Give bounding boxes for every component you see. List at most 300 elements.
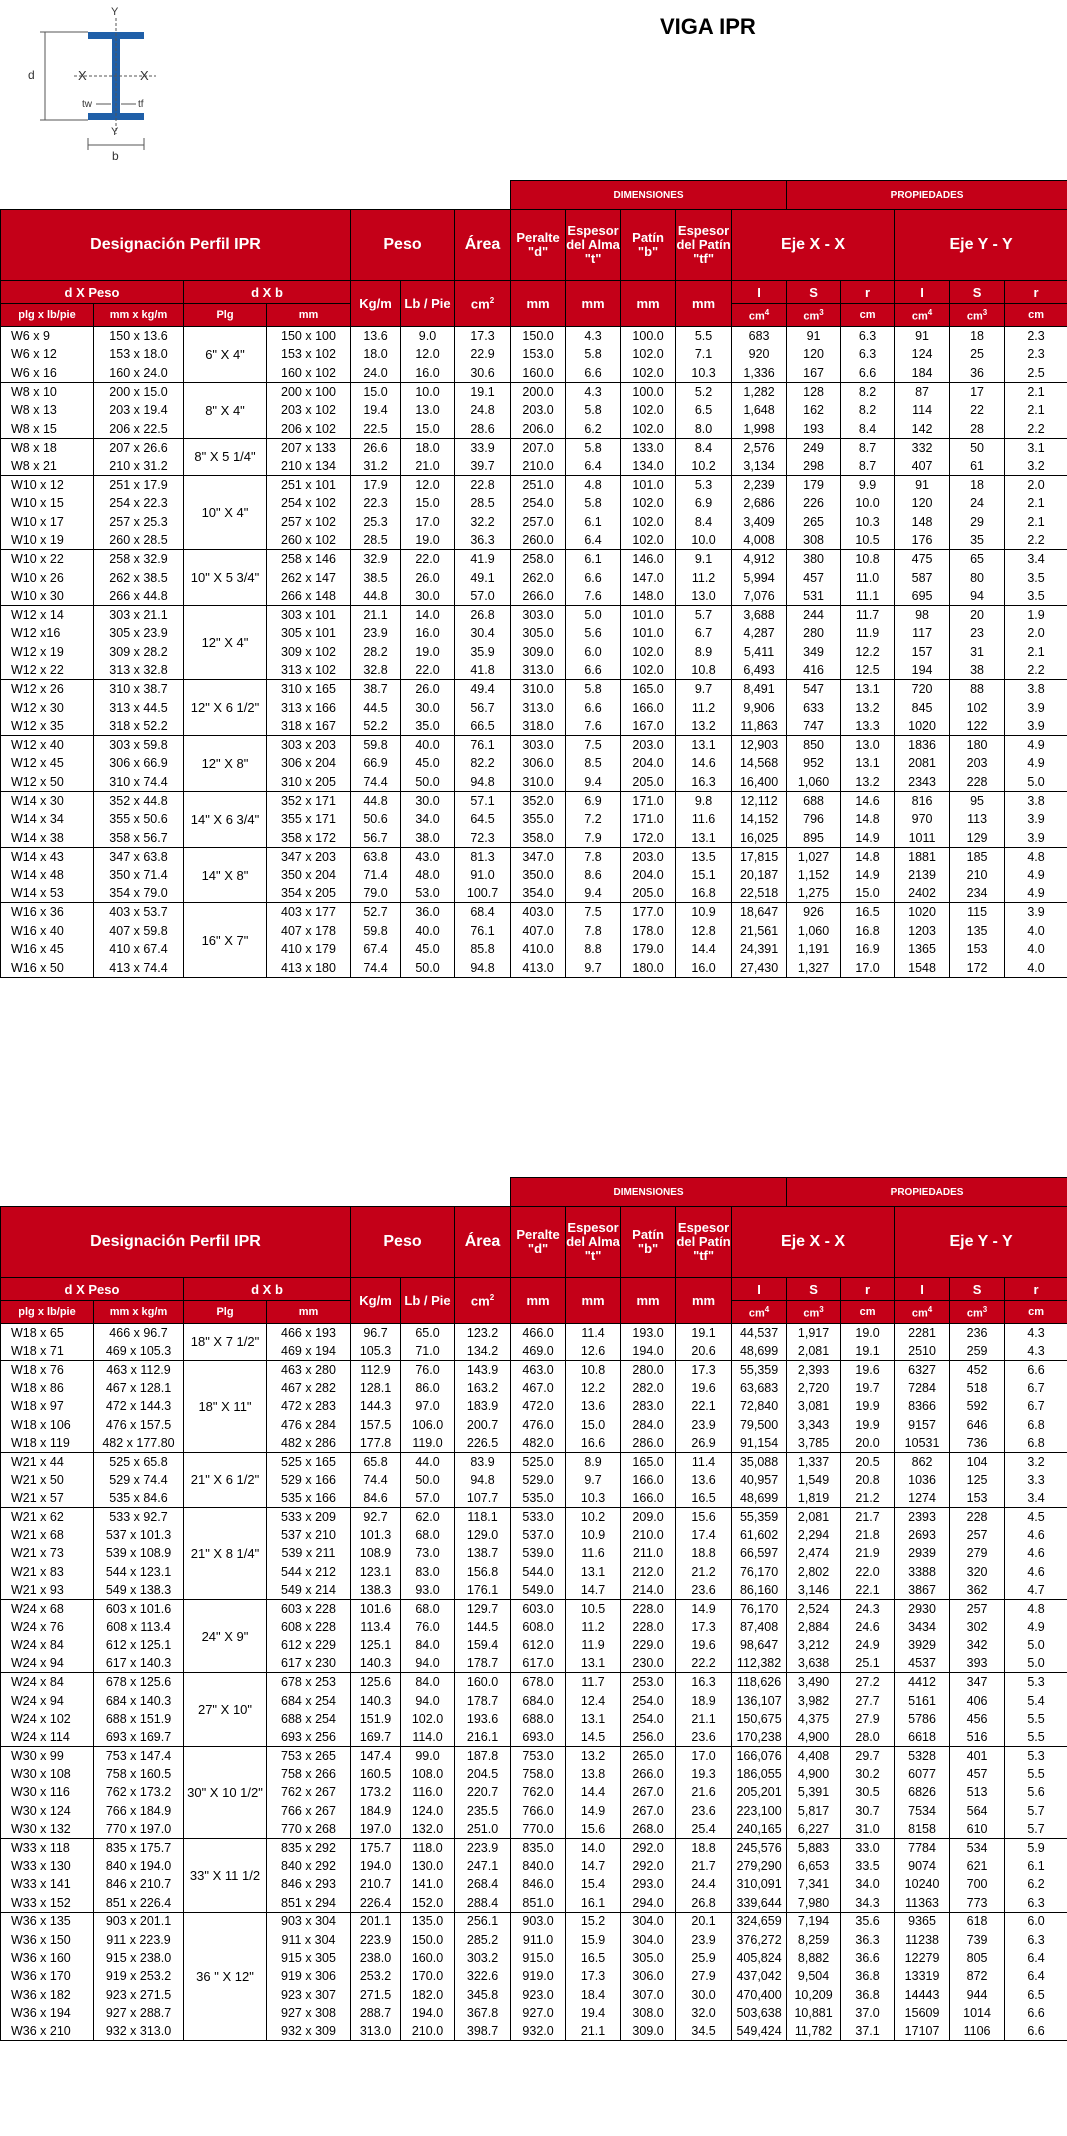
table-cell: 254 x 22.3	[94, 494, 184, 513]
table-row	[1, 773, 1067, 792]
table-cell: 235.5	[455, 1802, 511, 1820]
table-cell: 34.0	[401, 810, 455, 829]
table-cell: 76.1	[455, 736, 511, 755]
table-row	[1, 1710, 1067, 1728]
table-cell: 156.8	[455, 1563, 511, 1581]
table-cell: 180	[950, 736, 1005, 755]
diagram-label-d: d	[28, 68, 35, 82]
table-cell: 20.6	[676, 1342, 732, 1360]
dxpeso-header: d X Peso	[1, 281, 184, 304]
table-cell: 6.6	[841, 364, 895, 383]
table-cell: 678.0	[511, 1673, 566, 1691]
table-cell: 124.0	[401, 1802, 455, 1820]
table-cell: W12 x16	[1, 624, 94, 643]
table-cell: 257.0	[511, 512, 566, 531]
table-cell: 14.6	[676, 754, 732, 773]
plgxlb-header: plg x lb/pie	[1, 304, 94, 327]
table-cell: 16.8	[676, 884, 732, 903]
table-cell: 251.0	[455, 1820, 511, 1838]
table-cell: 684.0	[511, 1691, 566, 1709]
table-cell: W33 x 118	[1, 1838, 94, 1856]
area-unit: $cm^2$	[455, 281, 511, 327]
table-cell: 129.0	[455, 1526, 511, 1544]
peralte-unit: mm	[511, 281, 566, 327]
table-cell: 6.7	[1005, 1379, 1067, 1397]
table-cell: 927 x 288.7	[94, 2004, 184, 2022]
table-cell: 19.0	[401, 643, 455, 662]
table-cell: 33.0	[841, 1838, 895, 1856]
table-cell: 253.2	[351, 1967, 401, 1985]
eje-x-header: Eje X - X	[732, 1207, 895, 1278]
table-cell: 115	[950, 903, 1005, 922]
table-cell: 153 x 102	[267, 345, 351, 364]
table-cell: 105.3	[351, 1342, 401, 1360]
table-cell: 21.7	[841, 1507, 895, 1525]
table-cell: 66,597	[732, 1544, 787, 1562]
table-cell: 13.1	[566, 1563, 621, 1581]
table-cell: 535 x 166	[267, 1489, 351, 1507]
table-cell: 144.3	[351, 1397, 401, 1415]
table-cell: 257 x 102	[267, 512, 351, 531]
table-cell: 307.0	[621, 1986, 676, 2004]
espesor-patin-unit: mm	[676, 281, 732, 327]
table-cell: 6.8	[1005, 1415, 1067, 1433]
table-cell: 98	[895, 605, 950, 624]
table-cell: 129.7	[455, 1599, 511, 1617]
table-cell: 283.0	[621, 1397, 676, 1415]
table-cell: W24 x 76	[1, 1618, 94, 1636]
table-cell: 21.1	[676, 1710, 732, 1728]
table-cell: 352.0	[511, 791, 566, 810]
table-cell: 19.1	[455, 382, 511, 401]
table-cell: 142	[895, 419, 950, 438]
table-cell: 35,088	[732, 1452, 787, 1470]
table-cell: W36 x 170	[1, 1967, 94, 1985]
table-cell: 17107	[895, 2022, 950, 2040]
table-cell: 13.6	[351, 327, 401, 346]
table-cell: 406	[950, 1691, 1005, 1709]
table-cell: 4,408	[787, 1746, 841, 1764]
table-cell: 26.0	[401, 680, 455, 699]
alma-unit: mm	[566, 1278, 621, 1324]
table-cell: 2.2	[1005, 419, 1067, 438]
table-cell: 44.0	[401, 1452, 455, 1470]
table-cell: 157.5	[351, 1415, 401, 1433]
table-cell: 305 x 101	[267, 624, 351, 643]
table-cell: W10 x 17	[1, 512, 94, 531]
table-cell: 621	[950, 1857, 1005, 1875]
table-cell: 835.0	[511, 1838, 566, 1856]
table-cell: W12 x 40	[1, 736, 94, 755]
table-cell: 11,782	[787, 2022, 841, 2040]
table-cell: 22	[950, 401, 1005, 420]
table-cell: 257	[950, 1526, 1005, 1544]
table-cell: 693 x 169.7	[94, 1728, 184, 1746]
table-cell: 10240	[895, 1875, 950, 1893]
table-cell: 21.8	[841, 1526, 895, 1544]
table-cell: 308.0	[621, 2004, 676, 2022]
table-cell: 5786	[895, 1710, 950, 1728]
table-cell: 19.0	[841, 1324, 895, 1342]
table-cell: 24	[950, 494, 1005, 513]
table-cell: W24 x 102	[1, 1710, 94, 1728]
table-cell: 14.6	[841, 791, 895, 810]
table-cell: 9.7	[676, 680, 732, 699]
table-cell: 172.0	[621, 829, 676, 848]
table-cell: 10.5	[841, 531, 895, 550]
table-cell: 476 x 157.5	[94, 1415, 184, 1433]
table-cell: 24.8	[455, 401, 511, 420]
table-cell: 30.0	[401, 698, 455, 717]
table-cell: W8 x 13	[1, 401, 94, 420]
table-cell: 10.3	[676, 364, 732, 383]
table-cell: 31.0	[841, 1820, 895, 1838]
table-cell: 44.5	[351, 698, 401, 717]
lbpie-header: Lb / Pie	[401, 281, 455, 327]
table-cell: 13319	[895, 1967, 950, 1985]
table-cell: 41.8	[455, 661, 511, 680]
table-cell: 2.1	[1005, 512, 1067, 531]
table-cell: 19.4	[351, 401, 401, 420]
table-cell: 25.4	[676, 1820, 732, 1838]
table-cell: W16 x 50	[1, 959, 94, 978]
table-cell: 22.3	[351, 494, 401, 513]
table-cell: 152.0	[401, 1894, 455, 1912]
table-cell: 7,341	[787, 1875, 841, 1893]
table-cell: 688 x 254	[267, 1710, 351, 1728]
table-cell: 8.4	[676, 438, 732, 457]
table-cell: 770 x 197.0	[94, 1820, 184, 1838]
nominal-size-cell: 18" X 11"	[184, 1360, 267, 1452]
table-cell: 120	[787, 345, 841, 364]
table-cell: 19.3	[676, 1765, 732, 1783]
table-cell: 6.3	[1005, 1930, 1067, 1948]
table-cell: 306.0	[511, 754, 566, 773]
table-cell: 57.0	[455, 587, 511, 606]
table-row	[1, 550, 1067, 569]
table-cell: 9365	[895, 1912, 950, 1930]
nominal-size-cell: 12" X 6 1/2"	[184, 680, 267, 736]
table-cell: 36.0	[401, 903, 455, 922]
table-row	[1, 457, 1067, 476]
table-cell: 114.0	[401, 1728, 455, 1746]
table-cell: 2,686	[732, 494, 787, 513]
table-cell: 79.0	[351, 884, 401, 903]
table-cell: 171.0	[621, 791, 676, 810]
table-cell: 846 x 293	[267, 1875, 351, 1893]
table-cell: 503,638	[732, 2004, 787, 2022]
table-cell: 952	[787, 754, 841, 773]
table-cell: W18 x 86	[1, 1379, 94, 1397]
table-cell: 185	[950, 847, 1005, 866]
table-cell: 332	[895, 438, 950, 457]
table-cell: 2510	[895, 1342, 950, 1360]
table-cell: 15.6	[676, 1507, 732, 1525]
table-cell: 16.6	[566, 1434, 621, 1452]
table-cell: 260 x 28.5	[94, 531, 184, 550]
table-cell: 3,785	[787, 1434, 841, 1452]
table-cell: 695	[895, 587, 950, 606]
table-cell: 2139	[895, 866, 950, 885]
dxpeso-header: d X Peso	[1, 1278, 184, 1301]
table-cell: 355 x 171	[267, 810, 351, 829]
sx-unit: $cm^3$	[787, 304, 841, 327]
nominal-size-cell: 10" X 5 3/4"	[184, 550, 267, 606]
table-cell: 134.2	[455, 1342, 511, 1360]
table-cell: 24.4	[676, 1875, 732, 1893]
table-cell: W18 x 119	[1, 1434, 94, 1452]
table-cell: 35	[950, 531, 1005, 550]
table-cell: 846.0	[511, 1875, 566, 1893]
table-cell: 3.9	[1005, 698, 1067, 717]
table-cell: 15609	[895, 2004, 950, 2022]
table-cell: 194.0	[351, 1857, 401, 1875]
table-cell: 758.0	[511, 1765, 566, 1783]
table-cell: 1,027	[787, 847, 841, 866]
table-cell: 5328	[895, 1746, 950, 1764]
table-cell: W36 x 194	[1, 2004, 94, 2022]
table-cell: 5.6	[566, 624, 621, 643]
mmxkg-header: mm x kg/m	[94, 1301, 184, 1324]
table-cell: 646	[950, 1415, 1005, 1433]
table-cell: 14.4	[566, 1783, 621, 1801]
table-cell: 55,359	[732, 1507, 787, 1525]
table-cell: 3,490	[787, 1673, 841, 1691]
table-cell: 19.6	[841, 1360, 895, 1378]
table-cell: 539.0	[511, 1544, 566, 1562]
table-cell: 12.4	[566, 1691, 621, 1709]
table-cell: 194	[895, 661, 950, 680]
table-cell: 52.2	[351, 717, 401, 736]
table-cell: 254 x 102	[267, 494, 351, 513]
table-cell: 16.3	[676, 773, 732, 792]
table-cell: W10 x 30	[1, 587, 94, 606]
diagram-label-b: b	[112, 149, 119, 163]
table-cell: 10.0	[401, 382, 455, 401]
table-cell: 549 x 214	[267, 1581, 351, 1599]
table-cell: 292.0	[621, 1838, 676, 1856]
table-cell: 14.9	[676, 1599, 732, 1617]
table-cell: 118,626	[732, 1673, 787, 1691]
table-cell: 65	[950, 550, 1005, 569]
table-cell: 1,337	[787, 1452, 841, 1470]
table-cell: 1.9	[1005, 605, 1067, 624]
sy-header: S	[950, 281, 1005, 304]
table-cell: 34.3	[841, 1894, 895, 1912]
mm-header: mm	[267, 304, 351, 327]
table-cell: 5.5	[676, 327, 732, 346]
table-cell: 13.2	[841, 698, 895, 717]
table-cell: 10.2	[566, 1507, 621, 1525]
table-cell: W8 x 21	[1, 457, 94, 476]
table-cell: 265.0	[621, 1746, 676, 1764]
table-cell: 1,998	[732, 419, 787, 438]
table-cell: 4537	[895, 1655, 950, 1673]
table-cell: 10.8	[676, 661, 732, 680]
table-cell: 8.4	[841, 419, 895, 438]
table-cell: W21 x 50	[1, 1471, 94, 1489]
table-cell: W18 x 76	[1, 1360, 94, 1378]
table-cell: 11,863	[732, 717, 787, 736]
ix-unit: $cm^4$	[732, 304, 787, 327]
table-cell: 160.0	[455, 1673, 511, 1691]
table-cell: 153.0	[511, 345, 566, 364]
table-cell: 531	[787, 587, 841, 606]
diagram-label-tf: tf	[138, 99, 144, 110]
table-cell: 15.9	[566, 1930, 621, 1948]
table-cell: 87,408	[732, 1618, 787, 1636]
table-cell: 11.4	[566, 1324, 621, 1342]
table-cell: 166.0	[621, 698, 676, 717]
mm-header: mm	[267, 1301, 351, 1324]
table-cell: 4,008	[732, 531, 787, 550]
table-row	[1, 1636, 1067, 1654]
table-cell: 21.0	[401, 457, 455, 476]
table-cell: 27.2	[841, 1673, 895, 1691]
table-cell: 175.7	[351, 1838, 401, 1856]
sx-header: S	[787, 1278, 841, 1301]
table-cell: 122	[950, 717, 1005, 736]
table-row	[1, 1894, 1067, 1912]
table-cell: 758 x 266	[267, 1765, 351, 1783]
table-cell: 4,900	[787, 1728, 841, 1746]
table-cell: 266 x 148	[267, 587, 351, 606]
table-cell: W14 x 43	[1, 847, 94, 866]
table-cell: 3,638	[787, 1655, 841, 1673]
table-cell: 140.3	[351, 1655, 401, 1673]
table-row	[1, 1581, 1067, 1599]
table-cell: 260 x 102	[267, 531, 351, 550]
table-cell: 50.0	[401, 773, 455, 792]
table-cell: 747	[787, 717, 841, 736]
table-row	[1, 1912, 1067, 1930]
table-cell: 463 x 280	[267, 1360, 351, 1378]
table-cell: 1,060	[787, 773, 841, 792]
table-cell: 7.8	[566, 847, 621, 866]
table-cell: 76.1	[455, 922, 511, 941]
table-row	[1, 643, 1067, 662]
table-cell: 76,170	[732, 1563, 787, 1581]
table-cell: 2.1	[1005, 382, 1067, 401]
table-cell: 68.4	[455, 903, 511, 922]
table-cell: 102.0	[621, 661, 676, 680]
table-cell: 258 x 146	[267, 550, 351, 569]
table-cell: 147.0	[621, 568, 676, 587]
table-cell: 203 x 102	[267, 401, 351, 420]
table-row	[1, 419, 1067, 438]
table-cell: W36 x 210	[1, 2022, 94, 2040]
table-cell: 5,411	[732, 643, 787, 662]
table-cell: W18 x 65	[1, 1324, 94, 1342]
table-row	[1, 512, 1067, 531]
table-cell: 12.6	[566, 1342, 621, 1360]
plg-header: Plg	[184, 304, 267, 327]
table-cell: W14 x 30	[1, 791, 94, 810]
iy-unit: $cm^4$	[895, 304, 950, 327]
nominal-size-cell: 21" X 8 1/4"	[184, 1507, 267, 1599]
table-cell: W21 x 44	[1, 1452, 94, 1470]
table-cell: 3.9	[1005, 903, 1067, 922]
table-cell: 6.9	[676, 494, 732, 513]
table-cell: 309.0	[511, 643, 566, 662]
table-cell: 49.1	[455, 568, 511, 587]
table-cell: 3.2	[1005, 1452, 1067, 1470]
table-cell: 83.9	[455, 1452, 511, 1470]
table-cell: 3867	[895, 1581, 950, 1599]
table-cell: 228	[950, 1507, 1005, 1525]
table-cell: 347 x 203	[267, 847, 351, 866]
table-cell: 211.0	[621, 1544, 676, 1562]
table-cell: 2,884	[787, 1618, 841, 1636]
table-cell: 304.0	[621, 1912, 676, 1930]
table-cell: W18 x 71	[1, 1342, 94, 1360]
table-cell: 1,327	[787, 959, 841, 978]
table-cell: 513	[950, 1783, 1005, 1801]
table-cell: 102.0	[621, 419, 676, 438]
table-cell: 253.0	[621, 1673, 676, 1691]
table-cell: 1,336	[732, 364, 787, 383]
table-cell: 5,817	[787, 1802, 841, 1820]
table-cell: 12.8	[676, 922, 732, 941]
table-cell: 48,699	[732, 1489, 787, 1507]
table-cell: 17.3	[566, 1967, 621, 1985]
table-cell: 182.0	[401, 1986, 455, 2004]
table-cell: 22.0	[401, 550, 455, 569]
table-cell: 13.0	[676, 587, 732, 606]
table-cell: 17.0	[676, 1746, 732, 1764]
nominal-size-cell: 6" X 4"	[184, 327, 267, 383]
table-cell: 11363	[895, 1894, 950, 1912]
table-cell: 206 x 22.5	[94, 419, 184, 438]
table-cell: 18.0	[351, 345, 401, 364]
table-cell: 197.0	[351, 1820, 401, 1838]
table-cell: 350 x 204	[267, 866, 351, 885]
table-cell: 4.6	[1005, 1563, 1067, 1581]
table-cell: 564	[950, 1802, 1005, 1820]
table-cell: 5.6	[1005, 1783, 1067, 1801]
table-cell: 285.2	[455, 1930, 511, 1948]
table-cell: 533 x 209	[267, 1507, 351, 1525]
table-cell: 8,491	[732, 680, 787, 699]
table-cell: 2,294	[787, 1526, 841, 1544]
table-cell: 549.0	[511, 1581, 566, 1599]
table-cell: 1,282	[732, 382, 787, 401]
table-cell: 17,815	[732, 847, 787, 866]
table-cell: 347.0	[511, 847, 566, 866]
rx-unit: cm	[841, 1301, 895, 1324]
table-cell: 8.2	[841, 401, 895, 420]
table-row	[1, 1838, 1067, 1856]
table-cell: 11.7	[841, 605, 895, 624]
table-cell: 91	[895, 327, 950, 346]
table-cell: 44,537	[732, 1324, 787, 1342]
table-cell: 167.0	[621, 717, 676, 736]
table-cell: 193.0	[621, 1324, 676, 1342]
table-cell: 816	[895, 791, 950, 810]
table-cell: 135	[950, 922, 1005, 941]
table-cell: 5.8	[566, 680, 621, 699]
table-cell: 88	[950, 680, 1005, 699]
table-cell: 617.0	[511, 1655, 566, 1673]
table-row	[1, 1599, 1067, 1617]
table-cell: 8,882	[787, 1949, 841, 1967]
table-row	[1, 754, 1067, 773]
table-cell: 313.0	[511, 661, 566, 680]
table-cell: 24.6	[841, 1618, 895, 1636]
table-cell: 166,076	[732, 1746, 787, 1764]
table-cell: 68.0	[401, 1526, 455, 1544]
table-cell: 612 x 125.1	[94, 1636, 184, 1654]
